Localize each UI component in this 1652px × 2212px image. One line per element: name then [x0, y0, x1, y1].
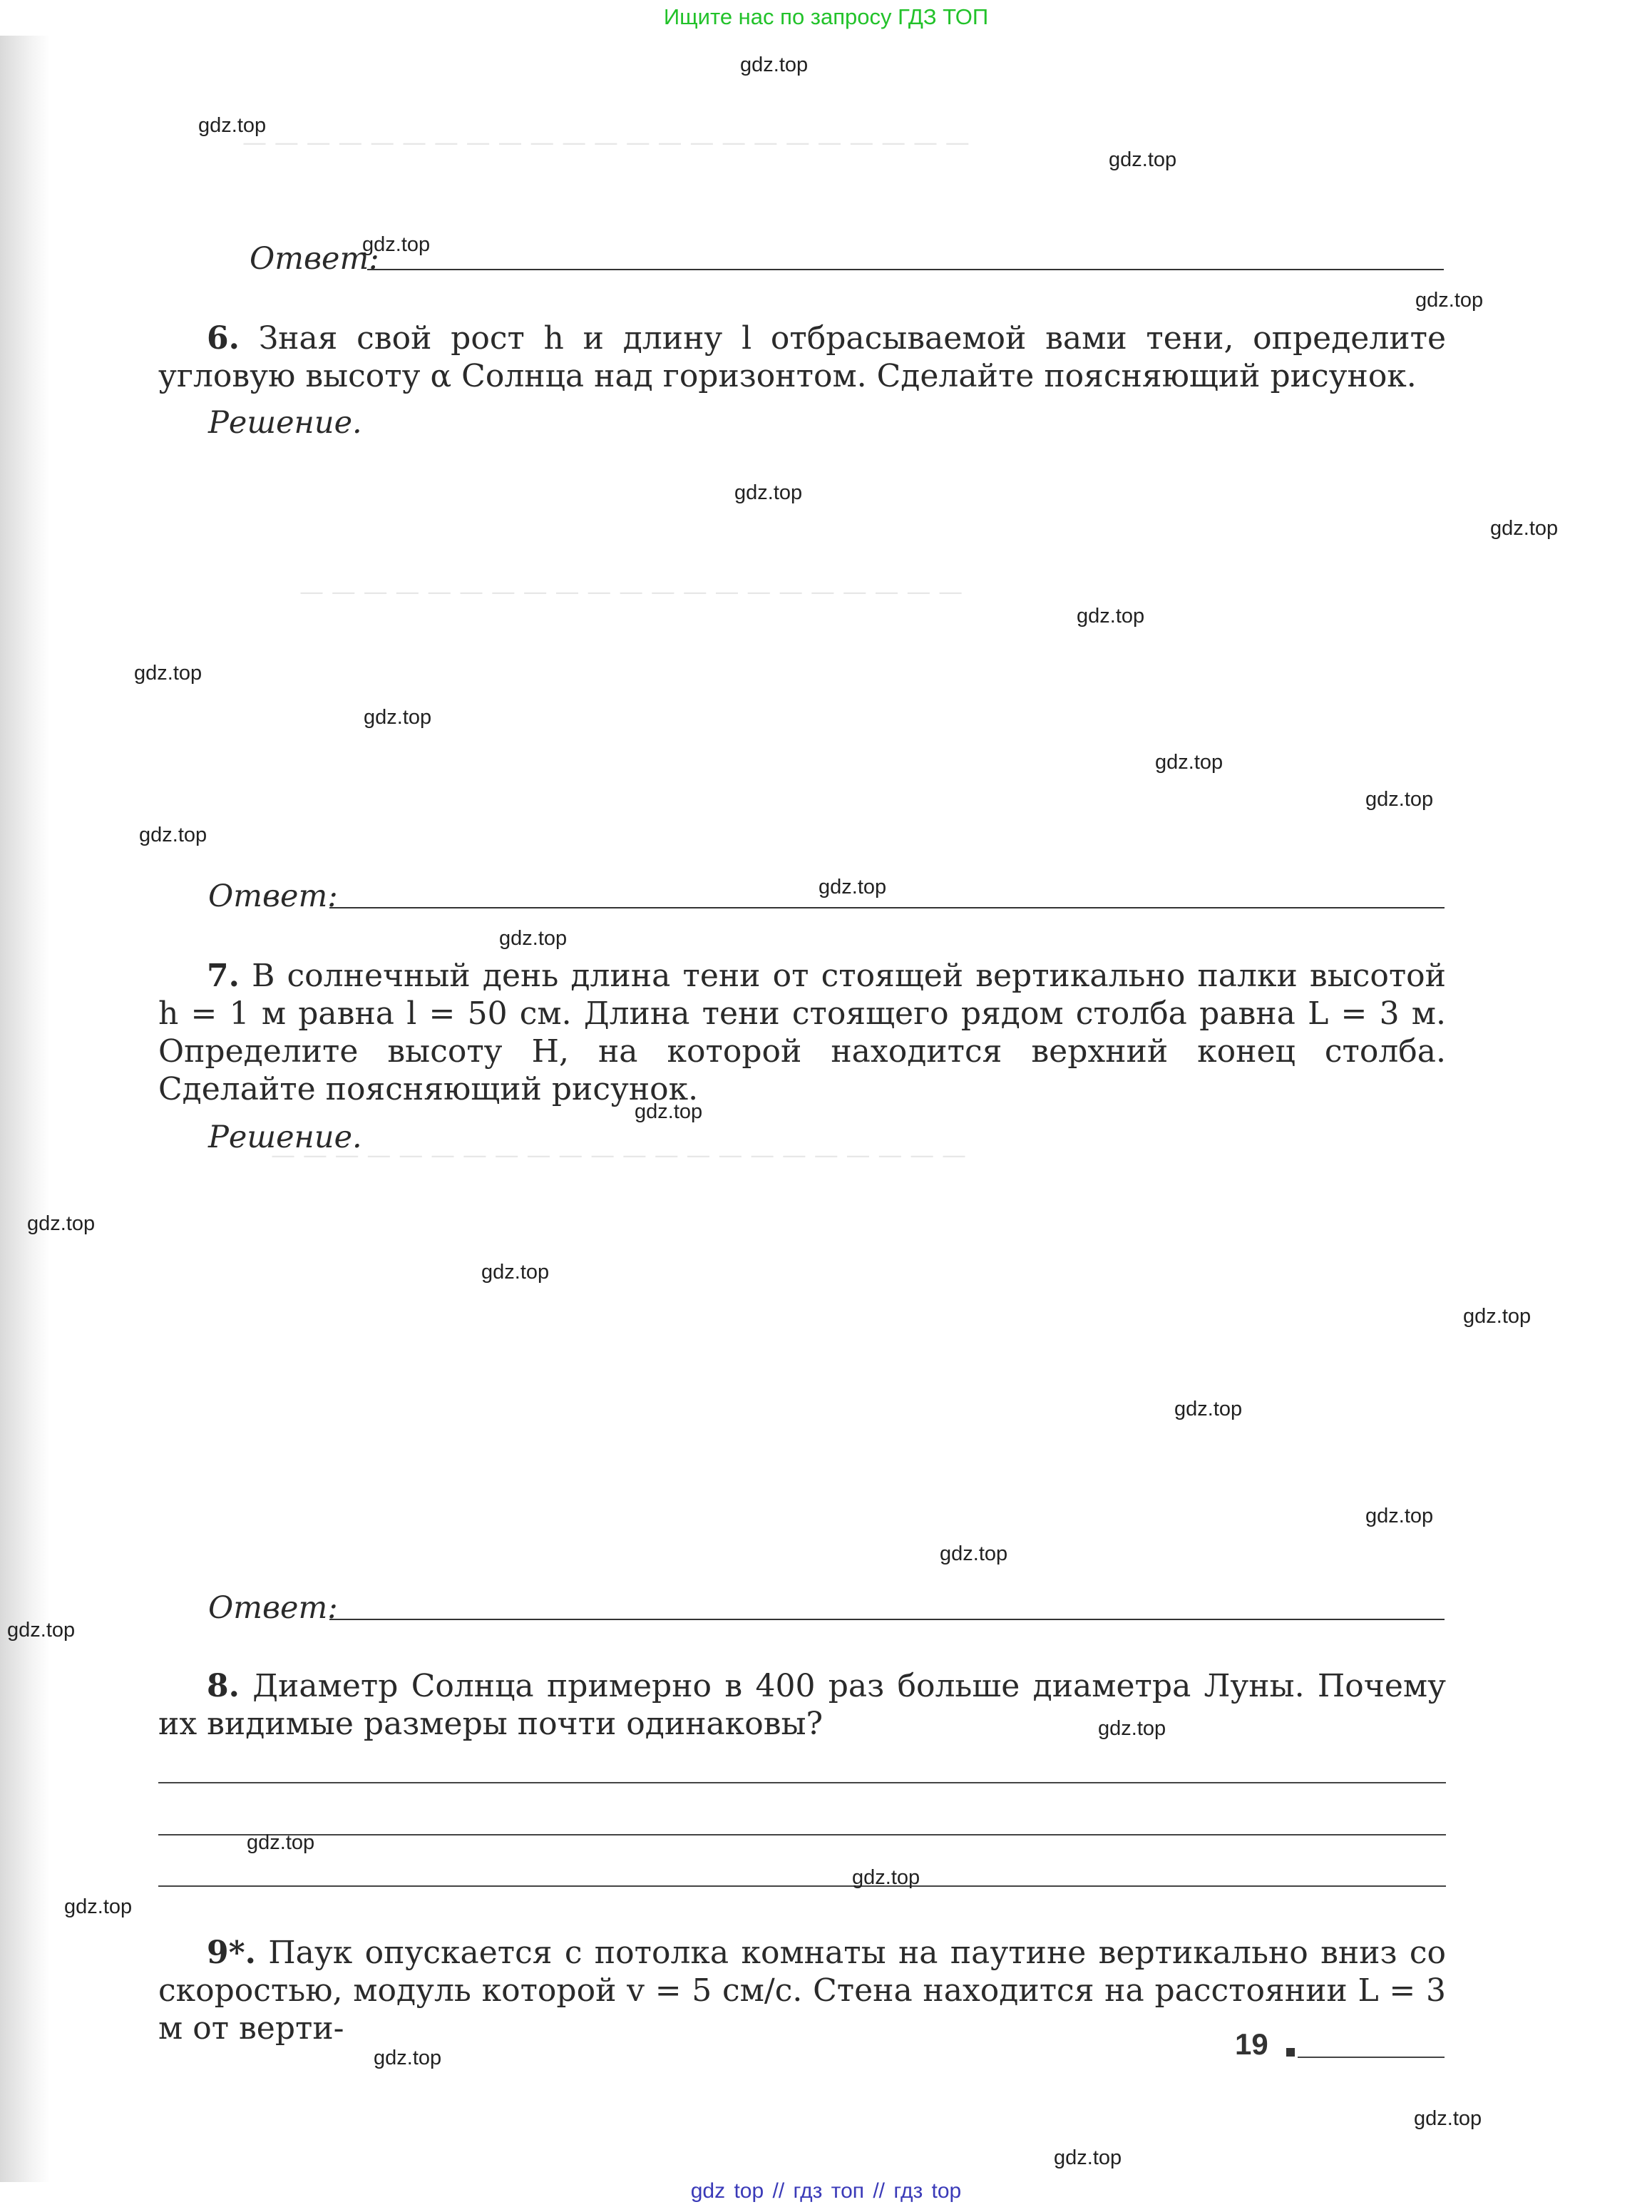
watermark: gdz.top — [499, 927, 568, 950]
task-6-answer-line[interactable] — [329, 907, 1445, 908]
task-7-answer-label: Ответ: — [208, 1590, 338, 1626]
task-6-solution-label: Решение. — [208, 405, 362, 441]
task-9-body: Паук опускается с потолка комнаты на паутине вертикально вниз со скоростью, модуль которой v = 5 см/с. Стена находится на расстоянии L = 3 м от верти- — [158, 1935, 1446, 2047]
watermark: gdz.top — [247, 1831, 315, 1854]
task-9-number: 9*. — [207, 1935, 256, 1971]
page-number-marker — [1286, 2048, 1295, 2057]
watermark: gdz.top — [1365, 1505, 1434, 1527]
bleed-through-text: — — — — — — — — — — — — — — — — — — — — — — — [271, 1141, 966, 1169]
watermark: gdz.top — [1365, 788, 1434, 811]
watermark: gdz.top — [1109, 148, 1177, 171]
watermark: gdz.top — [1174, 1398, 1243, 1420]
watermark: gdz.top — [940, 1542, 1008, 1565]
watermark: gdz.top — [1098, 1717, 1166, 1740]
task-8-write-line[interactable] — [158, 1834, 1446, 1835]
watermark: gdz.top — [1463, 1305, 1532, 1328]
task-6-text — [158, 319, 1446, 395]
watermark: gdz.top — [139, 824, 207, 846]
task-8-text — [158, 1667, 1446, 1743]
task-8-body: Диаметр Солнца примерно в 400 раз больше диаметра Луны. Почему их видимые размеры почти одинаковы? — [158, 1668, 1446, 1742]
task-8-number: 8. — [207, 1668, 240, 1704]
page-number-rule — [1298, 2057, 1445, 2058]
task-7-answer-line[interactable] — [329, 1619, 1445, 1620]
bleed-through-text: — — — — — — — — — — — — — — — — — — — — — — — — [242, 128, 970, 157]
task-8-write-line[interactable] — [158, 1885, 1446, 1887]
watermark: gdz.top — [819, 876, 887, 898]
watermark: gdz.top — [852, 1866, 920, 1889]
task-7-body: В солнечный день длина тени от стоящей вертикально палки высотой h = 1 м равна l = 50 см. Длина тени стоящего рядом столба равна L = 3 м. Определите высоту H, на которой находится верхний конец столба. Сделайте поясняющий рисунок. — [158, 958, 1446, 1107]
search-banner[interactable]: Ищите нас по запросу ГДЗ ТОП — [663, 4, 989, 29]
page-number: 19 — [1235, 2027, 1268, 2061]
watermark: gdz.top — [1415, 289, 1484, 312]
previous-answer-label: Ответ: — [250, 241, 379, 277]
watermark: gdz.top — [64, 1895, 133, 1918]
task-6-body: Зная свой рост h и длину l отбрасываемой вами тени, определите угловую высоту α Солнца над горизонтом. Сделайте поясняющий рисунок. — [158, 320, 1446, 394]
watermark: gdz.top — [27, 1212, 96, 1235]
watermark: gdz.top — [364, 706, 432, 729]
watermark: gdz.top — [734, 481, 803, 504]
task-7-solution-label: Решение. — [208, 1120, 362, 1155]
book-spine-shadow — [0, 36, 50, 2182]
watermark: gdz.top — [1414, 2107, 1482, 2130]
watermark: gdz.top — [1077, 605, 1145, 628]
watermark: gdz.top — [362, 233, 431, 256]
task-6-answer-label: Ответ: — [208, 879, 338, 914]
watermark: gdz.top — [374, 2047, 442, 2069]
watermark: gdz.top — [1054, 2146, 1122, 2169]
watermark: gdz.top — [740, 53, 809, 76]
bleed-through-text: — — — — — — — — — — — — — — — — — — — — — — [299, 578, 963, 606]
previous-answer-line[interactable] — [367, 269, 1444, 270]
watermark: gdz.top — [481, 1261, 550, 1284]
task-7-number: 7. — [207, 958, 240, 994]
watermark: gdz.top — [7, 1619, 76, 1642]
watermark: gdz.top — [198, 114, 267, 137]
footer-links[interactable]: gdz top // гдз топ // гдз top — [690, 2179, 962, 2203]
task-6-number: 6. — [207, 320, 240, 357]
task-7-text — [158, 957, 1446, 1108]
watermark: gdz.top — [635, 1100, 703, 1123]
watermark: gdz.top — [1155, 751, 1223, 774]
watermark: gdz.top — [134, 662, 202, 685]
task-8-write-line[interactable] — [158, 1782, 1446, 1783]
watermark: gdz.top — [1490, 517, 1559, 540]
